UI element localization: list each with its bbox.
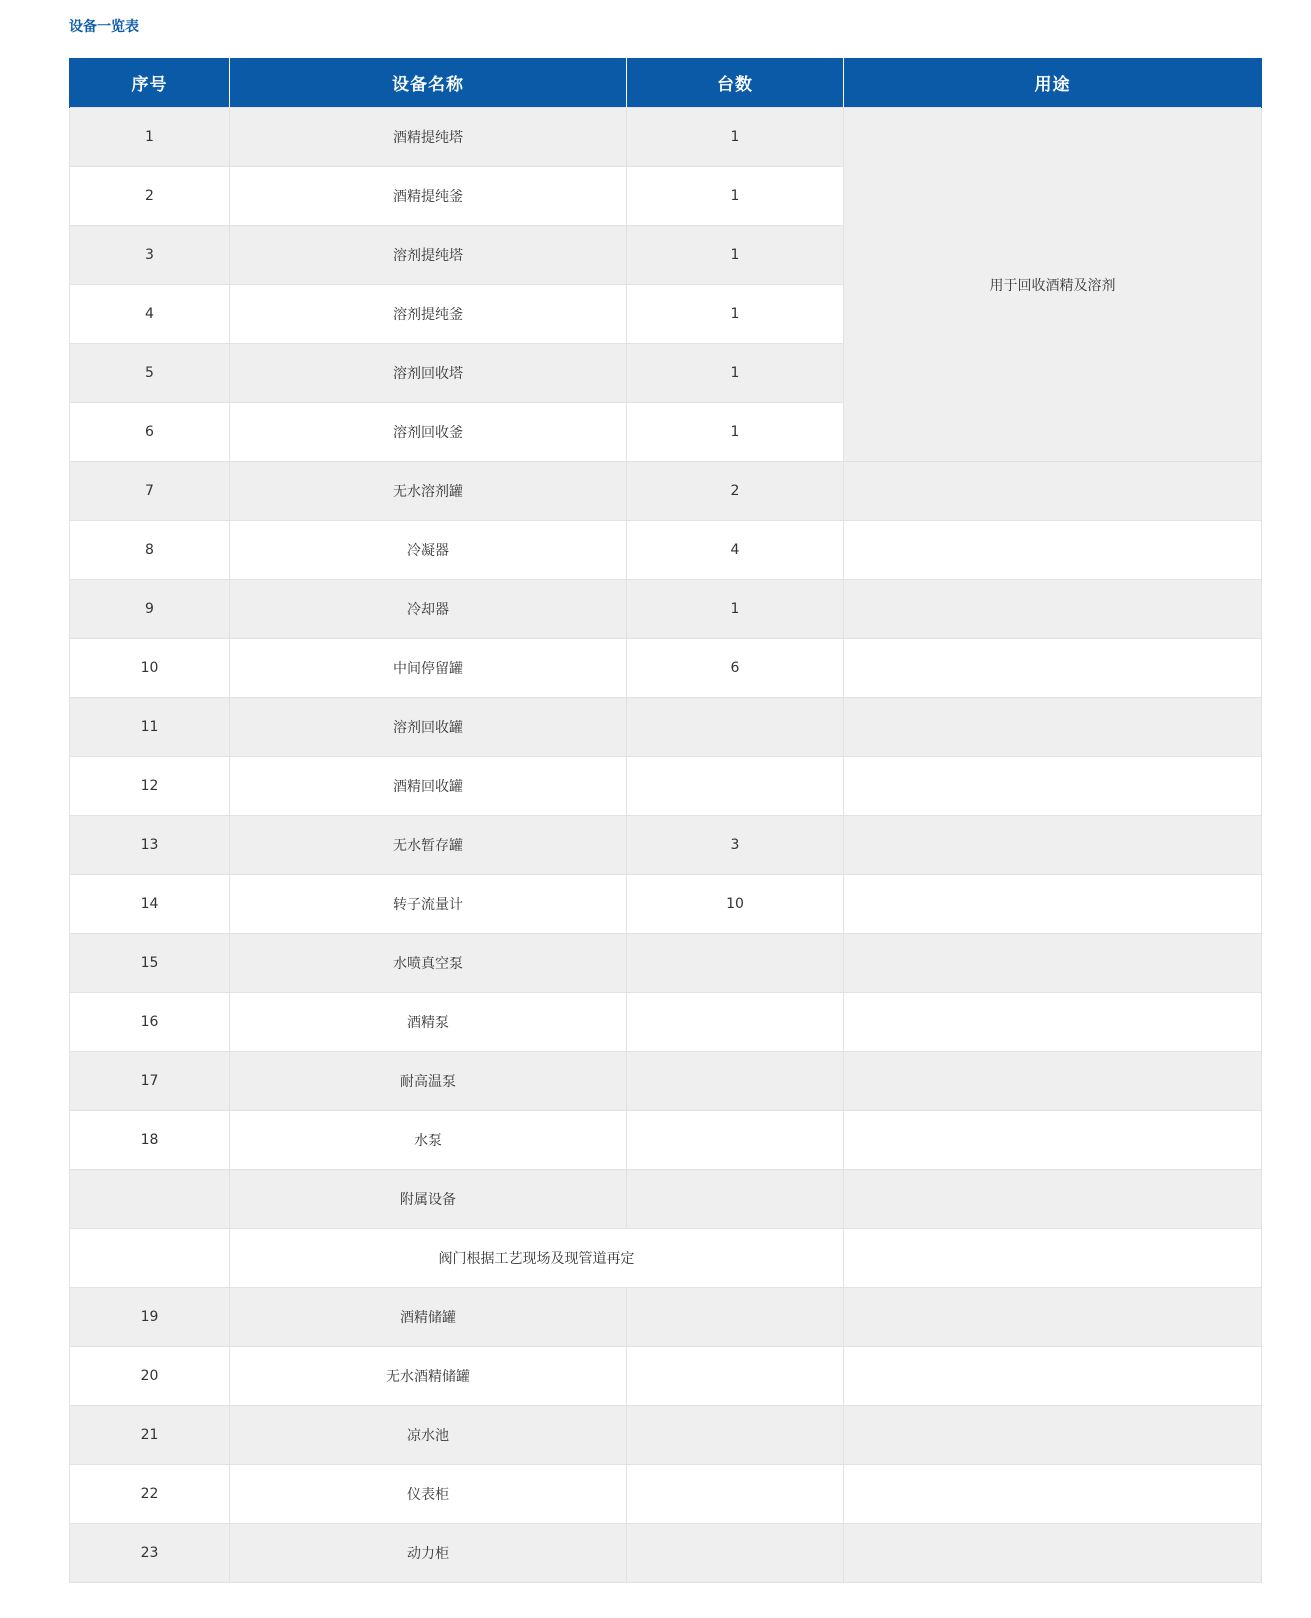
cell-no: 10 — [70, 639, 230, 698]
cell-no: 1 — [70, 108, 230, 167]
cell-name: 溶剂提纯釜 — [230, 285, 627, 344]
cell-name: 动力柜 — [230, 1524, 627, 1583]
cell-name: 水泵 — [230, 1111, 627, 1170]
cell-use — [844, 462, 1262, 521]
header-qty: 台数 — [627, 58, 844, 108]
cell-qty — [627, 1288, 844, 1347]
cell-no: 2 — [70, 167, 230, 226]
cell-use — [844, 580, 1262, 639]
table-row — [70, 698, 1262, 757]
cell-name: 酒精储罐 — [230, 1288, 627, 1347]
cell-name: 酒精回收罐 — [230, 757, 627, 816]
cell-name: 冷却器 — [230, 580, 627, 639]
cell-qty: 1 — [627, 403, 844, 462]
cell-name: 水喷真空泵 — [230, 934, 627, 993]
cell-name-wide: 阀门根据工艺现场及现管道再定 — [230, 1229, 844, 1288]
cell-no: 8 — [70, 521, 230, 580]
cell-name: 附属设备 — [230, 1170, 627, 1229]
table-row — [70, 1229, 1262, 1288]
cell-no: 4 — [70, 285, 230, 344]
table-row — [70, 462, 1262, 521]
cell-name: 凉水池 — [230, 1406, 627, 1465]
cell-use — [844, 698, 1262, 757]
cell-name: 酒精提纯釜 — [230, 167, 627, 226]
cell-name: 仪表柜 — [230, 1465, 627, 1524]
cell-name: 酒精泵 — [230, 993, 627, 1052]
cell-no: 7 — [70, 462, 230, 521]
table-row — [70, 639, 1262, 698]
table-row — [70, 1170, 1262, 1229]
cell-name: 溶剂回收罐 — [230, 698, 627, 757]
table-row — [70, 993, 1262, 1052]
cell-no — [70, 1170, 230, 1229]
header-name: 设备名称 — [230, 58, 627, 108]
cell-qty — [627, 1111, 844, 1170]
table-row — [70, 757, 1262, 816]
cell-qty — [627, 934, 844, 993]
cell-qty: 1 — [627, 285, 844, 344]
cell-no: 11 — [70, 698, 230, 757]
table-row — [70, 1406, 1262, 1465]
cell-name: 溶剂回收釜 — [230, 403, 627, 462]
table-header-row — [70, 58, 1262, 108]
cell-qty: 1 — [627, 167, 844, 226]
cell-no: 14 — [70, 875, 230, 934]
cell-use — [844, 521, 1262, 580]
cell-qty: 2 — [627, 462, 844, 521]
cell-name: 中间停留罐 — [230, 639, 627, 698]
cell-name: 酒精提纯塔 — [230, 108, 627, 167]
table-row — [70, 816, 1262, 875]
cell-qty: 1 — [627, 226, 844, 285]
cell-use — [844, 1465, 1262, 1524]
table-row — [70, 1052, 1262, 1111]
cell-name: 溶剂回收塔 — [230, 344, 627, 403]
equipment-table — [69, 58, 1262, 1583]
cell-no: 18 — [70, 1111, 230, 1170]
cell-qty — [627, 1406, 844, 1465]
table-row — [70, 934, 1262, 993]
table-row — [70, 1111, 1262, 1170]
header-use: 用途 — [844, 58, 1262, 108]
cell-qty: 3 — [627, 816, 844, 875]
cell-no: 16 — [70, 993, 230, 1052]
cell-use — [844, 639, 1262, 698]
cell-use — [844, 1524, 1262, 1583]
cell-qty — [627, 993, 844, 1052]
cell-name: 转子流量计 — [230, 875, 627, 934]
cell-name: 冷凝器 — [230, 521, 627, 580]
table-row — [70, 108, 1262, 167]
cell-qty: 6 — [627, 639, 844, 698]
cell-name: 无水暂存罐 — [230, 816, 627, 875]
cell-use — [844, 1111, 1262, 1170]
cell-use — [844, 993, 1262, 1052]
cell-no: 3 — [70, 226, 230, 285]
cell-use — [844, 816, 1262, 875]
cell-use — [844, 1229, 1262, 1288]
cell-name: 溶剂提纯塔 — [230, 226, 627, 285]
table-row — [70, 875, 1262, 934]
cell-qty: 1 — [627, 344, 844, 403]
table-row — [70, 521, 1262, 580]
cell-no: 6 — [70, 403, 230, 462]
cell-no: 20 — [70, 1347, 230, 1406]
cell-qty: 10 — [627, 875, 844, 934]
cell-qty: 1 — [627, 580, 844, 639]
cell-no: 19 — [70, 1288, 230, 1347]
table-row — [70, 1347, 1262, 1406]
table-row — [70, 1524, 1262, 1583]
cell-qty — [627, 1052, 844, 1111]
cell-qty: 4 — [627, 521, 844, 580]
cell-use — [844, 1406, 1262, 1465]
cell-no: 9 — [70, 580, 230, 639]
cell-qty: 1 — [627, 108, 844, 167]
cell-no: 13 — [70, 816, 230, 875]
header-no: 序号 — [70, 58, 230, 108]
cell-use — [844, 875, 1262, 934]
cell-qty — [627, 757, 844, 816]
cell-qty — [627, 1170, 844, 1229]
cell-use — [844, 1052, 1262, 1111]
cell-no: 23 — [70, 1524, 230, 1583]
cell-no: 15 — [70, 934, 230, 993]
cell-use — [844, 934, 1262, 993]
cell-use-merged: 用于回收酒精及溶剂 — [844, 108, 1262, 462]
table-row — [70, 580, 1262, 639]
cell-use — [844, 1288, 1262, 1347]
cell-qty — [627, 1524, 844, 1583]
cell-no: 5 — [70, 344, 230, 403]
cell-name: 耐高温泵 — [230, 1052, 627, 1111]
cell-no: 12 — [70, 757, 230, 816]
cell-qty — [627, 698, 844, 757]
table-row — [70, 1465, 1262, 1524]
page-title: 设备一览表 — [69, 19, 139, 35]
cell-use — [844, 1347, 1262, 1406]
cell-qty — [627, 1465, 844, 1524]
cell-no: 22 — [70, 1465, 230, 1524]
cell-use — [844, 1170, 1262, 1229]
cell-use — [844, 757, 1262, 816]
cell-no: 17 — [70, 1052, 230, 1111]
cell-name: 无水酒精储罐 — [230, 1347, 627, 1406]
cell-qty — [627, 1347, 844, 1406]
cell-no — [70, 1229, 230, 1288]
cell-name: 无水溶剂罐 — [230, 462, 627, 521]
cell-no: 21 — [70, 1406, 230, 1465]
table-row — [70, 1288, 1262, 1347]
